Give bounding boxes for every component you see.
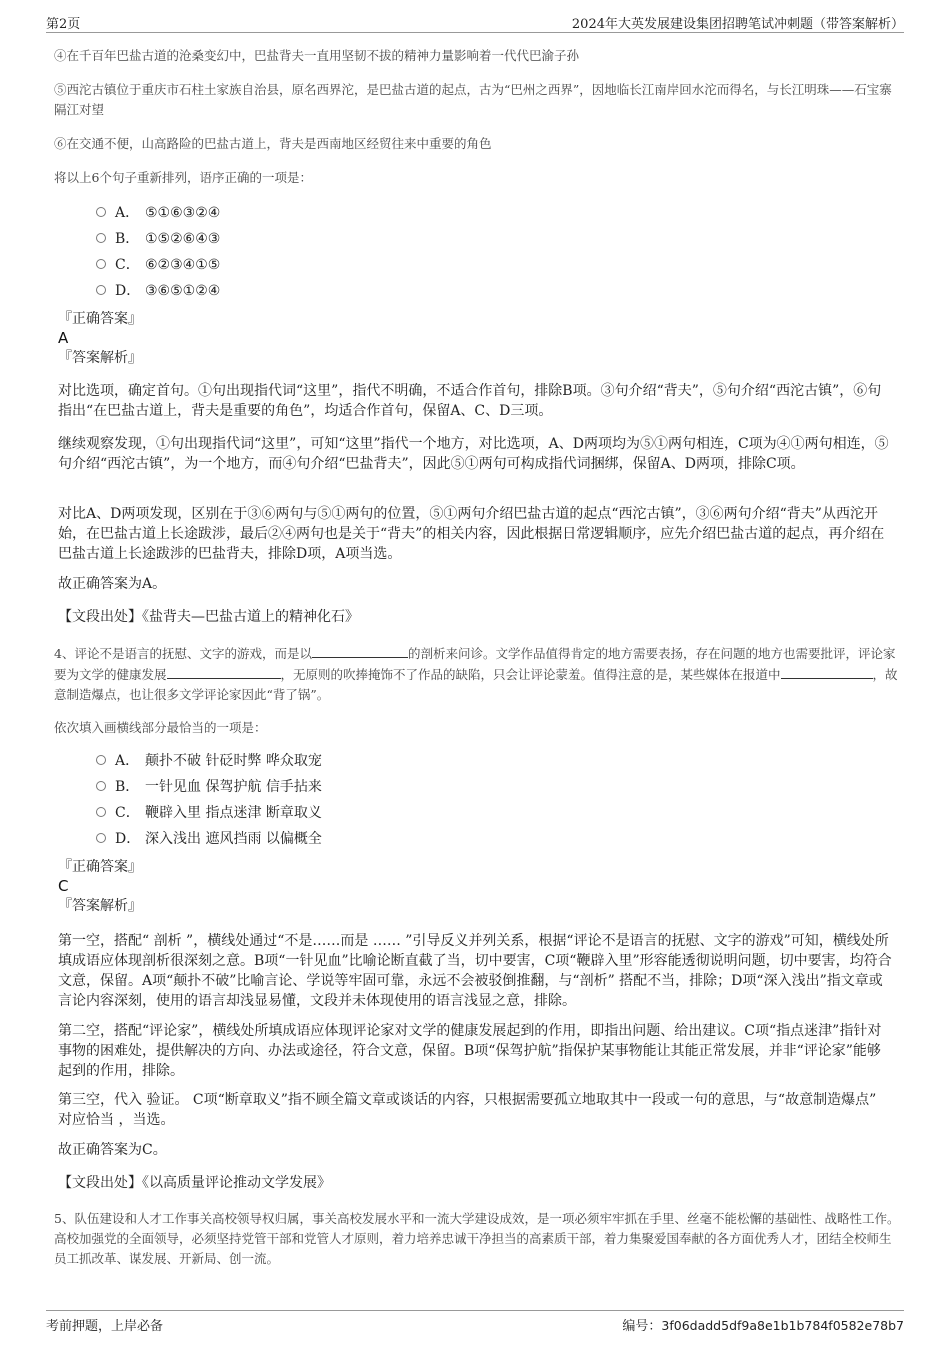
q3-option-d[interactable]: D． ③⑥⑤①②④ <box>96 278 220 304</box>
q3-analysis-3: 对比A、D两项发现，区别在于③⑥两句与⑤①两句的位置，⑤①两句介绍巴盐古道的起点“西沱古镇”，③⑥两句介绍“背夫”从西沱开始，在巴盐古道上长途跋涉，最后②④两句也是关于“背夫”的相关内容，因此根据日常逻辑顺序，应先介绍巴盐古道的起点，再介绍在巴盐古道上长途跋涉的巴盐背夫，排除D项，A项当选。 <box>58 506 885 562</box>
q4-answer-label: 『正确答案』 <box>58 859 142 875</box>
q4-option-b[interactable]: B． 一针见血 保驾护航 信手拈来 <box>96 774 322 800</box>
q4-analysis-3: 第三空，代入 验证。 C项“断章取义”指不顾全篇文章或谈话的内容，只根据需要孤立地取其中一段或一句的意思，与“故意制造爆点” 对应恰当 ，当选。 <box>58 1092 877 1128</box>
fill-blank-1[interactable] <box>312 643 408 658</box>
q3-prompt: 将以上6个句子重新排列，语序正确的一项是： <box>54 170 312 185</box>
radio-icon[interactable] <box>96 207 106 217</box>
q4-source-title: 《以高质量评论推动文学发展》 <box>142 1175 331 1191</box>
q4-source-label: 【文段出处】 <box>58 1175 142 1191</box>
page-footer <box>46 1310 904 1333</box>
q3-answer: A <box>58 329 69 347</box>
q4-prompt: 依次填入画横线部分最恰当的一项是： <box>54 720 267 735</box>
radio-icon[interactable] <box>96 259 106 269</box>
q4-stem: 4、评论不是语言的抚慰、文字的游戏，而是以 的剖析来问诊。文学作品值得肯定的地方需要表扬，存在问题的地方也需要批评，评论家要为文学的健康发展 ，无原则的吹捧掩饰不了作品的缺陷，只会让评论蒙羞。值得注意的是，某些媒体在报道中 ，故意制造爆点，也让很多文学评论家因此“背了锅”。 <box>54 643 900 705</box>
q3-sentence-5: ⑤西沱古镇位于重庆市石柱土家族自治县，原名西界沱，是巴盐古道的起点，古为“巴州之西界”，因地临长江南岸回水沱而得名，与长江明珠——石宝寨隔江对望 <box>54 82 892 117</box>
radio-icon[interactable] <box>96 833 106 843</box>
radio-icon[interactable] <box>96 233 106 243</box>
q3-source-label: 【文段出处】 <box>58 609 142 625</box>
q3-analysis-label: 『答案解析』 <box>58 350 142 366</box>
page-number: 第2页 <box>46 17 81 32</box>
q4-option-c[interactable]: C． 鞭辟入里 指点迷津 断章取义 <box>96 800 322 826</box>
document-code: 编号：3f06dadd5df9a8e1b1b784f0582e78b7 <box>622 1318 904 1334</box>
q4-analysis-1: 第一空，搭配“ 剖析 ”，横线处通过“不是……而是 …… ”引导反义并列关系，根据“评论不是语言的抚慰、文字的游戏”可知，横线处所填成语应体现剖析很深刻之意。B项“一针见血”比喻论断直截了当，切中要害，C项“鞭辟入里”形容能透彻说明问题，切中要害，均符合文意，保留。A项“颠扑不破”比喻言论、学说等牢固可靠，永远不会被驳倒推翻，与“剖析” 搭配不当，排除；D项“深入浅出”指文章或言论内容深刻，使用的语言却浅显易懂，文段并未体现使用的语言浅显之意，排除。 <box>58 933 892 1009</box>
q3-answer-label: 『正确答案』 <box>58 311 142 327</box>
q4-option-a[interactable]: A． 颠扑不破 针砭时弊 哗众取宠 <box>96 748 322 774</box>
radio-icon[interactable] <box>96 285 106 295</box>
q4-options <box>96 748 322 852</box>
radio-icon[interactable] <box>96 807 106 817</box>
q3-option-c[interactable]: C． ⑥②③④①⑤ <box>96 252 220 278</box>
document-title: 2024年大英发展建设集团招聘笔试冲刺题（带答案解析） <box>571 17 904 32</box>
q5-stem: 5、队伍建设和人才工作事关高校领导权归属，事关高校发展水平和一流大学建设成效，是一项必须牢牢抓在手里、丝毫不能松懈的基础性、战略性工作。高校加强党的全面领导，必须坚持党管干部和党管人才原则，着力培养忠诚干净担当的高素质干部，着力集聚爱国奉献的各方面优秀人才，团结全校师生员工抓改革、谋发展、开新局、创一流。 <box>54 1211 900 1266</box>
q3-option-a[interactable]: A． ⑤①⑥③②④ <box>96 200 220 226</box>
q4-analysis-4: 故正确答案为C。 <box>58 1142 167 1158</box>
radio-icon[interactable] <box>96 755 106 765</box>
q3-analysis-1: 对比选项，确定首句。①句出现指代词“这里”，指代不明确，不适合作首句，排除B项。③句介绍“背夫”，⑤句介绍“西沱古镇”，⑥句指出“在巴盐古道上，背夫是重要的角色”，均适合作首句，保留A、C、D三项。 <box>58 383 882 419</box>
q3-source <box>58 607 359 627</box>
q3-source-title: 《盐背夫—巴盐古道上的精神化石》 <box>142 609 359 625</box>
q4-analysis-label: 『答案解析』 <box>58 898 142 914</box>
footer-slogan: 考前押题，上岸必备 <box>46 1319 164 1334</box>
q4-source <box>58 1173 331 1193</box>
q3-options <box>96 200 220 304</box>
radio-icon[interactable] <box>96 781 106 791</box>
page-header <box>46 12 904 33</box>
q3-sentence-4: ④在千百年巴盐古道的沧桑变幻中，巴盐背夫一直用坚韧不拔的精神力量影响着一代代巴渝子孙 <box>54 48 580 63</box>
q3-sentence-6: ⑥在交通不便，山高路险的巴盐古道上，背夫是西南地区经贸往来中重要的角色 <box>54 136 492 151</box>
q4-answer: C <box>58 877 69 895</box>
fill-blank-3[interactable] <box>781 664 873 679</box>
q4-analysis-2: 第二空，搭配“评论家”，横线处所填成语应体现评论家对文学的健康发展起到的作用，即指出问题、给出建议。C项“指点迷津”指针对事物的困难处，提供解决的方向、办法或途径，符合文意，保留。B项“保驾护航”指保护某事物能让其能正常发展，并非“评论家”能够起到的作用，排除。 <box>58 1023 882 1079</box>
q3-option-b[interactable]: B． ①⑤②⑥④③ <box>96 226 220 252</box>
fill-blank-2[interactable] <box>167 664 281 679</box>
q3-analysis-4: 故正确答案为A。 <box>58 576 167 592</box>
q3-analysis-2: 继续观察发现，①句出现指代词“这里”，可知“这里”指代一个地方，对比选项，A、D两项均为⑤①两句相连，C项为④①两句相连，⑤句介绍“西沱古镇”，为一个地方，而④句介绍“巴盐背夫”，因此⑤①两句可构成指代词捆绑，保留A、D两项，排除C项。 <box>58 436 889 472</box>
q4-option-d[interactable]: D． 深入浅出 遮风挡雨 以偏概全 <box>96 826 322 852</box>
